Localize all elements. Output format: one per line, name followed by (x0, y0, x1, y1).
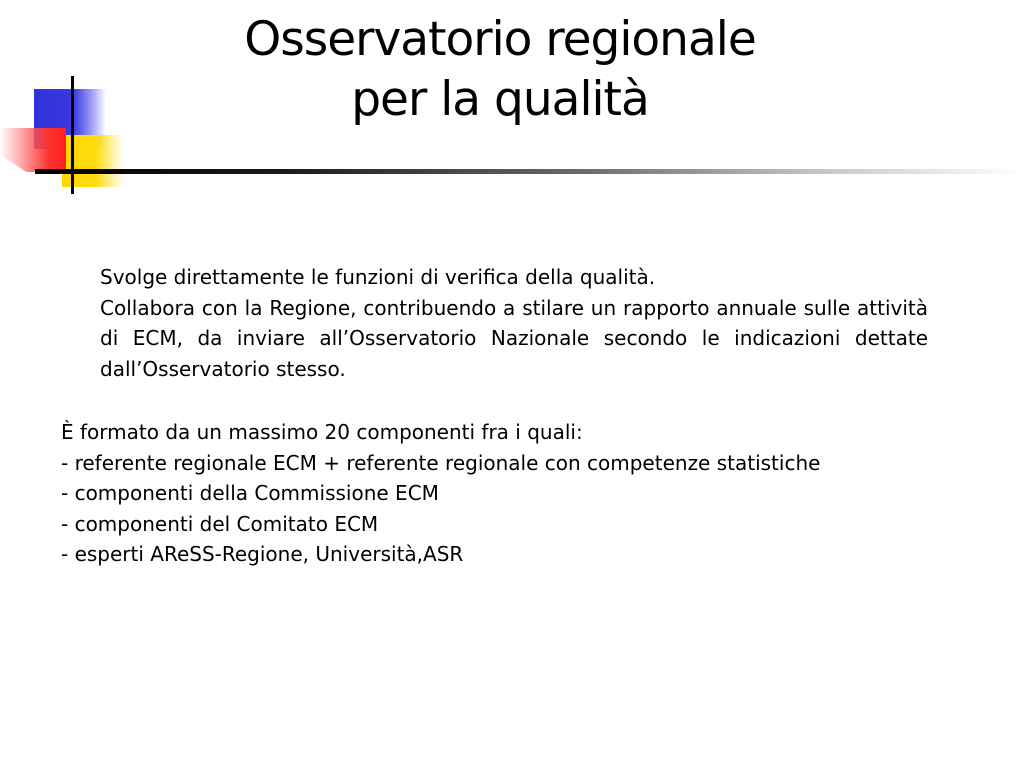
title-underline-rule (35, 169, 1024, 174)
composition-section (61, 417, 961, 570)
slide-title (170, 10, 830, 130)
list-item: - referente regionale ECM + referente regionale con competenze statistiche (61, 450, 821, 475)
title-line-2: per la qualità (351, 72, 649, 127)
intro-paragraph-2: Collabora con la Regione, contribuendo a stilare un rapporto annuale sulle attività di ECM, da inviare all’Osservatorio Nazionale secondo le indicazioni dettate dall’Osservatorio stesso. (100, 295, 928, 381)
vertical-rule (71, 76, 74, 194)
title-line-1: Osservatorio regionale (244, 12, 756, 67)
list-item: - esperti AReSS-Regione, Università,ASR (61, 542, 464, 566)
composition-heading: È formato da un massimo 20 componenti fra i quali: (61, 420, 583, 444)
list-item: - componenti del Comitato ECM (61, 511, 379, 536)
intro-text (100, 262, 928, 384)
intro-paragraph-1: Svolge direttamente le funzioni di verifica della qualità. (100, 265, 656, 289)
list-item: - componenti della Commissione ECM (61, 481, 439, 505)
red-square (0, 128, 66, 172)
